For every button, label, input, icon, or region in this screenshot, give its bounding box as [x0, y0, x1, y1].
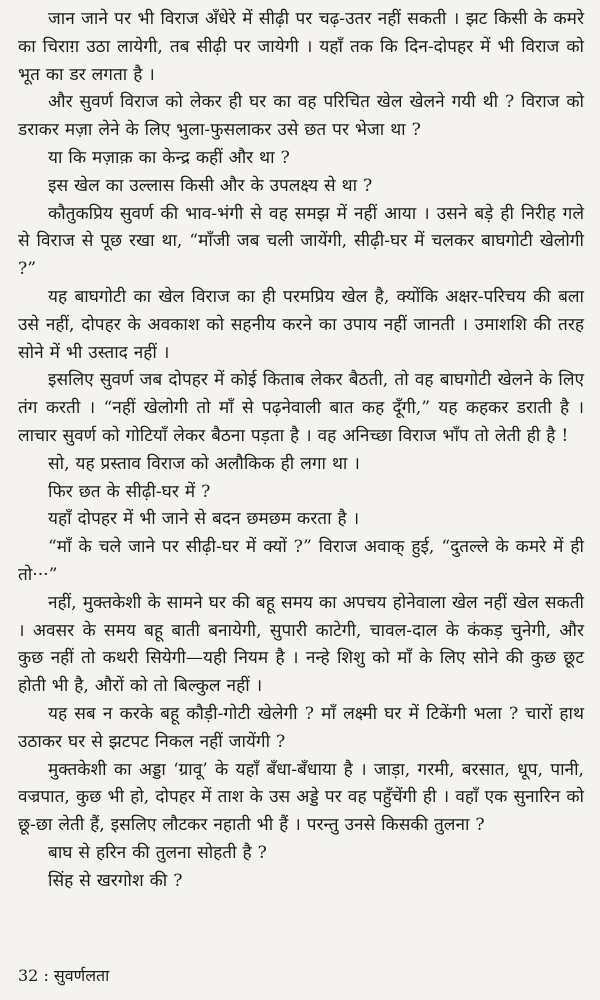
paragraph: इसलिए सुवर्ण जब दोपहर में कोई किताब लेकर बैठती, तो वह बाघगोटी खेलने के लिए तंग करती । “नहीं खेलोगी तो माँ से पढ़नेवाली बात कह दूँगी,” यह कहकर डराती है । लाचार सुवर्ण को गोटियाँ लेकर बैठना पड़ता है । वह अनिच्छा विराज भाँप तो लेती ही है ! — [18, 370, 584, 446]
paragraph: बाघ से हरिन की तुलना सोहती है ? — [48, 842, 267, 863]
page-footer: 32 : सुवर्णलता — [18, 966, 110, 985]
paragraph: “माँ के चले जाने पर सीढ़ी-घर में क्यों ?” विराज अवाक् हुई, “दुतल्ले के कमरे में ही तो···” — [18, 537, 584, 585]
paragraph: कौतुकप्रिय सुवर्ण की भाव-भंगी से वह समझ में नहीं आया । उसने बड़े ही निरीह गले से विराज से पूछ रखा था, “माँजी जब चली जायेंगी, सीढ़ी-घर में चलकर बाघगोटी खेलोगी ?” — [18, 203, 584, 280]
paragraph: नहीं, मुक्तकेशी के सामने घर की बहू समय का अपचय होनेवाला खेल नहीं खेल सकती । अवसर के समय बहू बाती बनायेगी, सुपारी काटेगी, चावल-दाल के कंकड़ चुनेगी, और कुछ नहीं तो कथरी सियेगी—यही नियम है । नन्हे शिशु को माँ के लिए सोने की कुछ छूट होती भी है, औरों को तो बिल्कुल नहीं । — [18, 592, 584, 697]
paragraph: फिर छत के सीढ़ी-घर में ? — [48, 481, 211, 502]
paragraph: सिंह से खरगोश की ? — [48, 870, 183, 891]
paragraph: जान जाने पर भी विराज अँधेरे में सीढ़ी पर चढ़-उतर नहीं सकती । झट किसी के कमरे का चिराग़ उठा लायेगी, तब सीढ़ी पर जायेगी । यहाँ तक कि दिन-दोपहर में भी विराज को भूत का डर लगता है । — [18, 9, 584, 85]
paragraph: मुक्तकेशी का अड्डा ‘ग्रावू’ के यहाँ बँधा-बँधाया है । जाड़ा, गरमी, बरसात, धूप, पानी, वज्रपात, कुछ भी हो, दोपहर में ताश के उस अड्डे पर वह पहुँचेंगी ही । वहाँ एक सुनारिन को छू-छा लेती हैं, इसलिए लौटकर नहाती भी हैं । परन्तु उनसे किसकी तुलना ? — [18, 759, 584, 836]
paragraph: और सुवर्ण विराज को लेकर ही घर का वह परिचित खेल खेलने गयी थी ? विराज को डराकर मज़ा लेने के लिए भुला-फुसलाकर उसे छत पर भेजा था ? — [18, 92, 584, 141]
paragraph: यह सब न करके बहू कौड़ी-गोटी खेलेगी ? माँ लक्ष्मी घर में टिकेंगी भला ? चारों हाथ उठाकर घर से झटपट निकल नहीं जायेंगी ? — [18, 703, 584, 752]
body-text — [18, 6, 584, 896]
paragraph: यह बाघगोटी का खेल विराज का ही परमप्रिय खेल है, क्योंकि अक्षर-परिचय की बला उसे नहीं, दोपहर के अवकाश को सहनीय करने का उपाय नहीं जानती । उमाशशि की तरह सोने में भी उस्ताद नहीं । — [18, 286, 584, 363]
paragraph: इस खेल का उल्लास किसी और के उपलक्ष्य से था ? — [48, 175, 373, 196]
paragraph: यहाँ दोपहर में भी जाने से बदन छमछम करता है । — [48, 509, 360, 530]
paragraph: या कि मज़ाक़ का केन्द्र कहीं और था ? — [48, 147, 290, 168]
paragraph: सो, यह प्रस्ताव विराज को अलौकिक ही लगा था । — [48, 453, 360, 474]
